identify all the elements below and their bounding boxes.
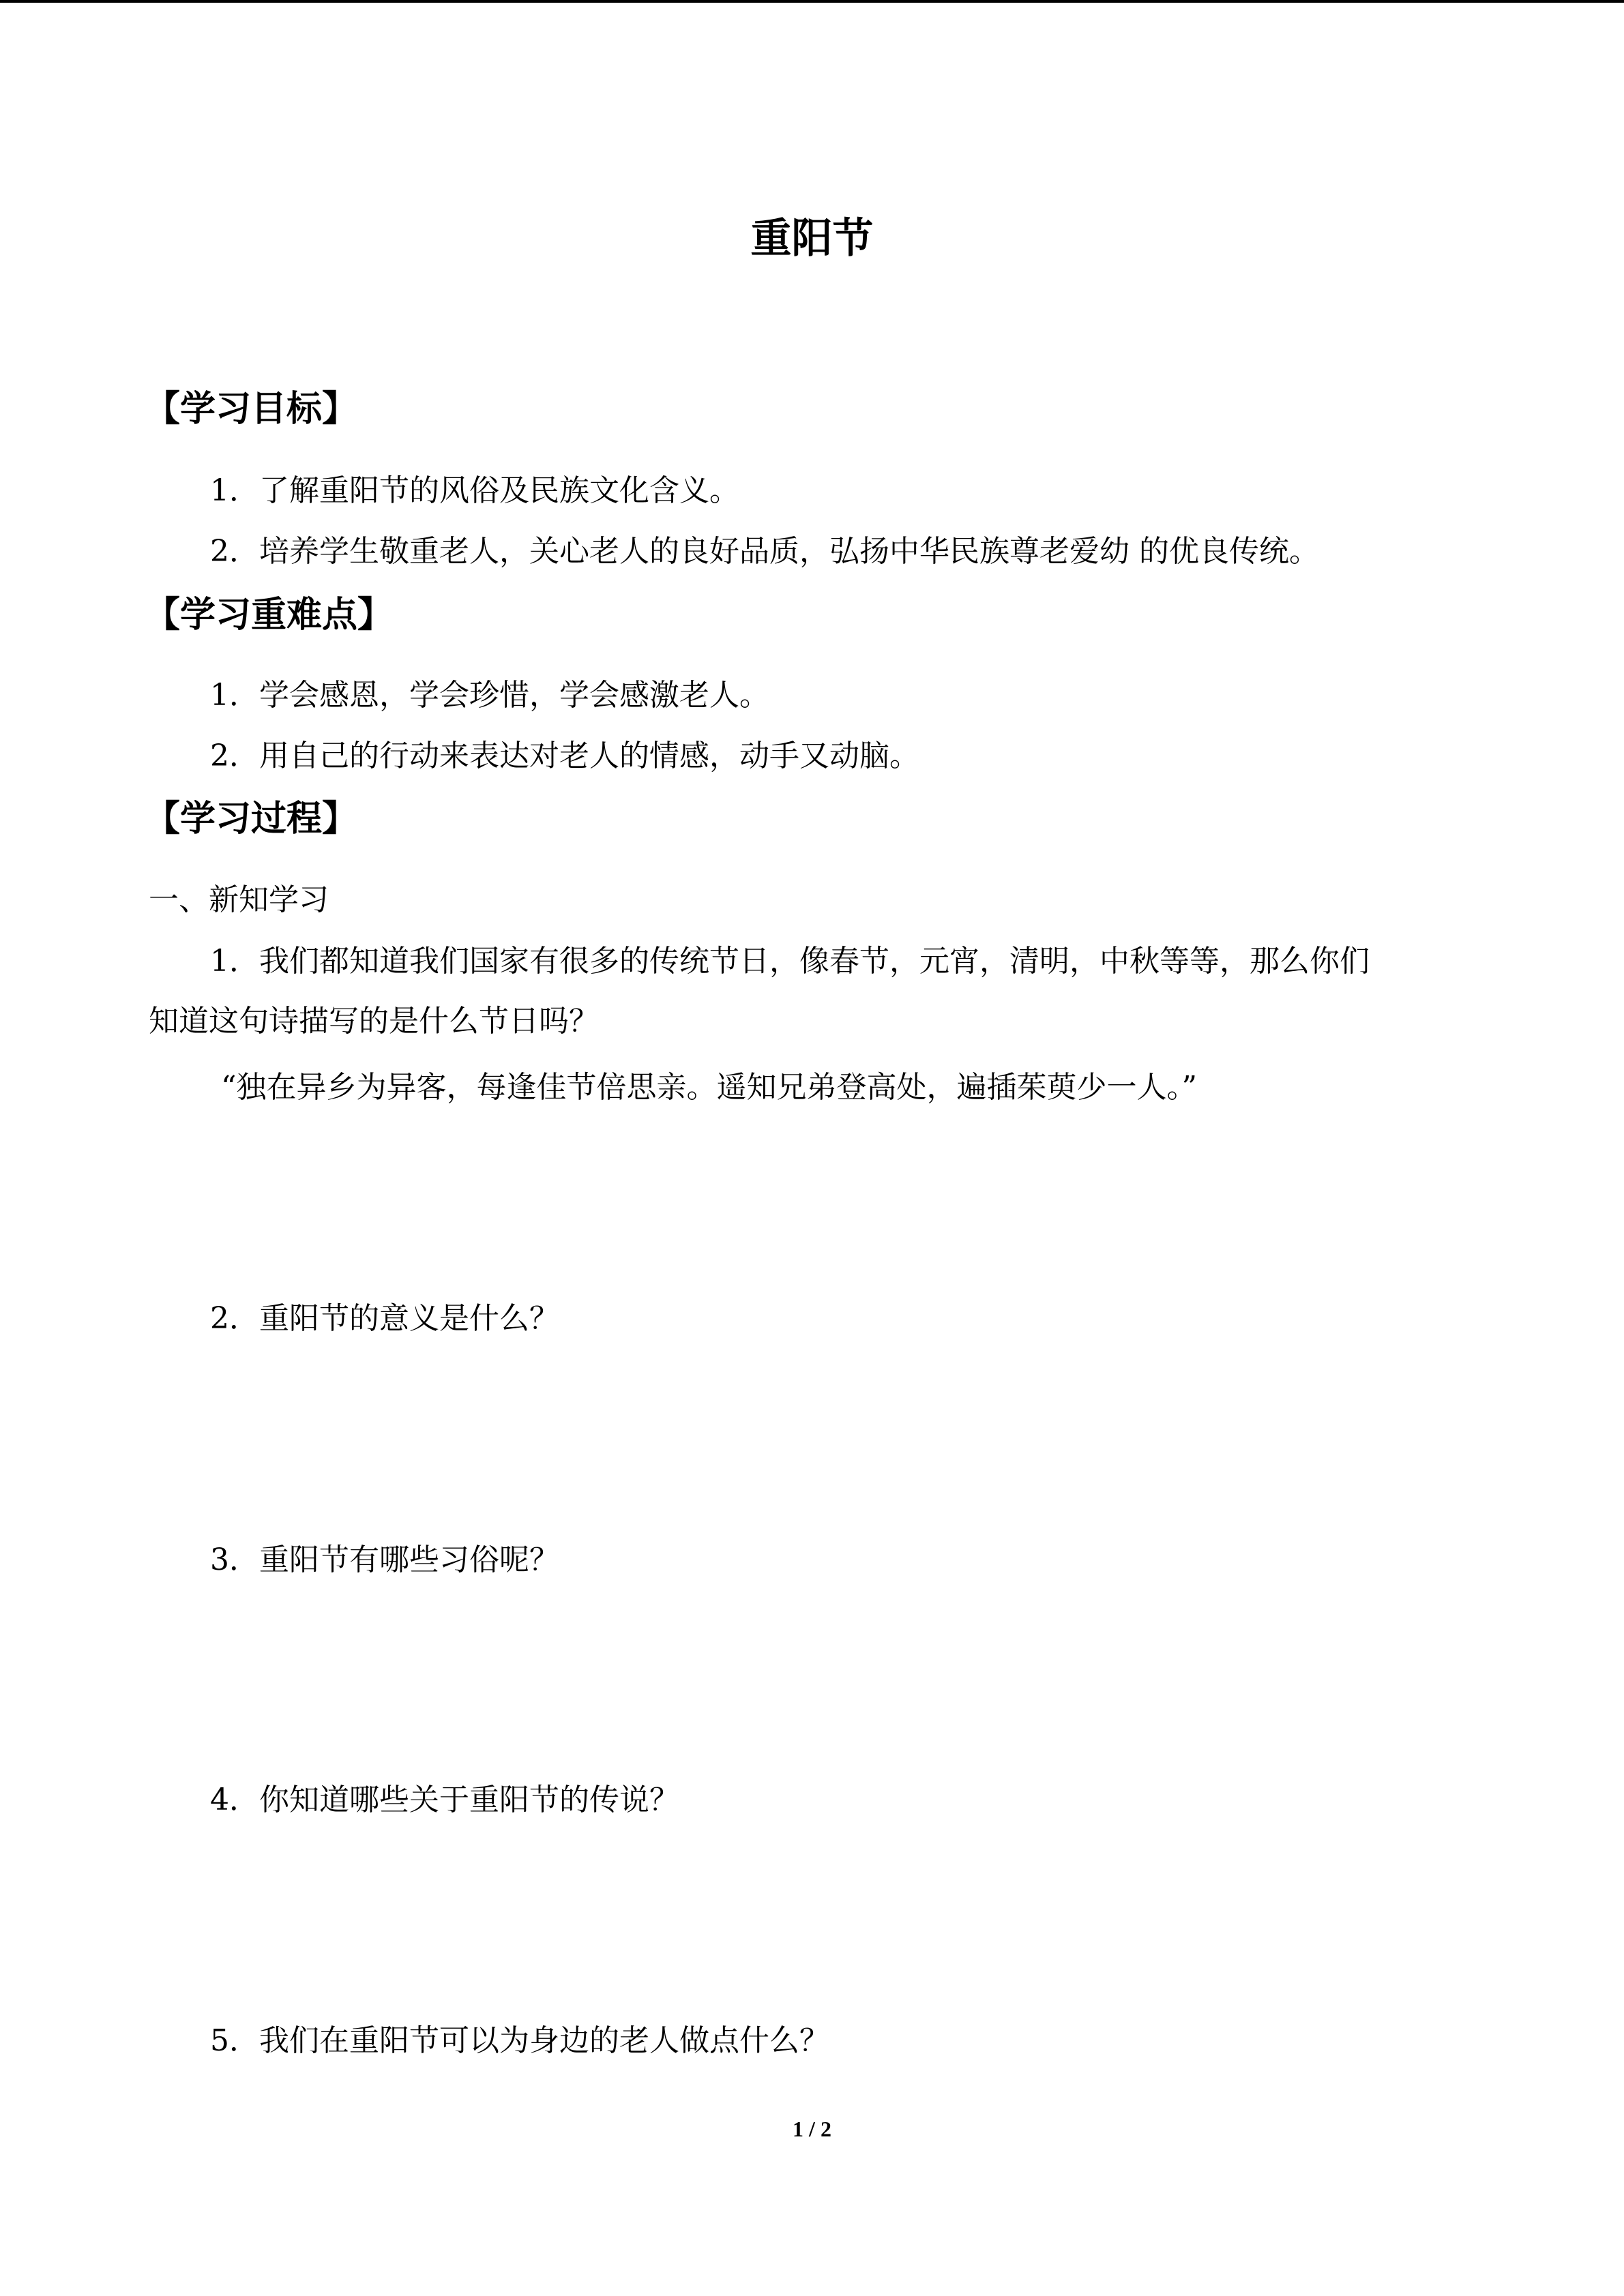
process-subheading: 一、新知学习	[149, 882, 329, 917]
section-heading-objectives: 【学习目标】	[145, 389, 358, 430]
section-heading-key-points: 【学习重难点】	[145, 595, 394, 636]
question-1-line-2: 知道这句诗描写的是什么节日吗？	[149, 1004, 599, 1039]
question-3: 3．重阳节有哪些习俗呢？	[210, 1542, 559, 1577]
key-point-item-2: 2．用自己的行动来表达对老人的情感，动手又动脑。	[210, 739, 919, 773]
key-point-item-1: 1．学会感恩，学会珍惜，学会感激老人。	[210, 678, 769, 713]
objective-item-1: 1．了解重阳节的风俗及民族文化含义。	[210, 473, 739, 508]
top-border-line	[0, 0, 1624, 3]
objective-item-2: 2．培养学生敬重老人，关心老人的良好品质，弘扬中华民族尊老爱幼 的优良传统。	[210, 534, 1319, 569]
question-2: 2．重阳节的意义是什么？	[210, 1301, 559, 1336]
question-4: 4．你知道哪些关于重阳节的传说？	[210, 1783, 679, 1817]
question-1-line-1: 1．我们都知道我们国家有很多的传统节日，像春节，元宵，清明，中秋等等，那么你们	[210, 944, 1370, 979]
page-number: 1 / 2	[793, 2117, 831, 2141]
poem-quote: “独在异乡为异客，每逢佳节倍思亲。遥知兄弟登高处，遍插茱萸少一人。”	[221, 1070, 1197, 1105]
section-heading-process: 【学习过程】	[145, 799, 358, 839]
question-5: 5．我们在重阳节可以为身边的老人做点什么？	[210, 2023, 829, 2058]
page-title: 重阳节	[750, 215, 874, 263]
